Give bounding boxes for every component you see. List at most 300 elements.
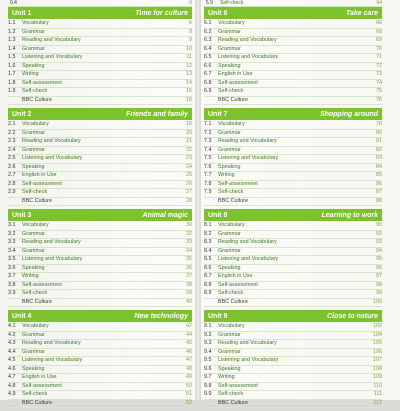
- contents-entry[interactable]: [204, 239, 382, 248]
- entry-number: 3.3: [8, 239, 16, 245]
- entry-number: 4.6: [8, 365, 16, 372]
- entry-number: 8.7: [204, 273, 212, 279]
- entry-number: 3.5: [8, 256, 16, 262]
- entry-label: Grammar: [218, 45, 241, 52]
- unit-section: [204, 209, 382, 307]
- entry-page: 100: [373, 298, 382, 305]
- entry-label: English in Use: [218, 71, 253, 77]
- left-units: [8, 7, 192, 408]
- unit-number: Unit 2: [12, 110, 32, 118]
- contents-entry[interactable]: [204, 198, 382, 207]
- entry-label: Self-check: [22, 290, 48, 296]
- contents-entry[interactable]: [8, 164, 192, 173]
- entry-page: 37: [186, 273, 192, 279]
- unit-section: [8, 310, 192, 408]
- entry-page: 10: [186, 45, 192, 52]
- unit-title: Close to nature: [327, 312, 378, 320]
- entry-number: 2.5: [8, 155, 16, 161]
- unit-section: [8, 209, 192, 307]
- entry-number: 3.4: [8, 247, 16, 254]
- entry-number: 0.4: [10, 0, 17, 6]
- entry-number: [8, 400, 22, 408]
- entry-page: 97: [376, 273, 382, 279]
- entry-label: Speaking: [218, 163, 241, 170]
- entry-label: Vocabulary: [218, 323, 245, 329]
- contents-entry[interactable]: [204, 97, 382, 106]
- contents-entry[interactable]: [8, 323, 192, 332]
- entry-page: 73: [376, 71, 382, 77]
- entry-number: 3.9: [8, 290, 16, 296]
- contents-entry[interactable]: [204, 222, 382, 231]
- contents-entry[interactable]: [204, 340, 382, 349]
- entry-page: 111: [373, 391, 382, 397]
- entry-label: Reading and Vocabulary: [22, 37, 81, 43]
- contents-entry[interactable]: [8, 46, 192, 55]
- entry-number: 7.4: [204, 146, 212, 153]
- contents-entry[interactable]: [204, 273, 382, 282]
- contents-entry[interactable]: [204, 164, 382, 173]
- contents-entry[interactable]: [204, 121, 382, 130]
- unit-header: [8, 7, 192, 19]
- entry-number: 7.7: [204, 172, 212, 178]
- entry-page: 14: [186, 79, 192, 86]
- left-top-stub: [8, 0, 192, 7]
- contents-entry[interactable]: [8, 391, 192, 400]
- contents-entry[interactable]: [204, 323, 382, 332]
- unit-header: [204, 310, 382, 322]
- entry-page: 20: [186, 129, 192, 136]
- entry-page: 80: [376, 129, 382, 136]
- entry-label: Grammar: [22, 129, 45, 136]
- contents-entry[interactable]: [204, 155, 382, 164]
- entry-label: Speaking: [218, 264, 241, 271]
- entry-number: 9.7: [204, 374, 212, 380]
- entry-number: 2.9: [8, 189, 16, 195]
- entry-number: 6.6: [204, 62, 212, 69]
- contents-entry[interactable]: [204, 265, 382, 274]
- entry-label: Grammar: [218, 348, 241, 355]
- entry-label: Self-check: [218, 290, 244, 296]
- entry-number: 1.1: [8, 20, 16, 26]
- entry-number: 4.8: [8, 382, 16, 389]
- entry-number: 8.6: [204, 264, 212, 271]
- unit-section: [204, 310, 382, 408]
- unit-entries: [8, 120, 192, 206]
- contents-entry[interactable]: [204, 248, 382, 257]
- entry-number: 9.4: [204, 348, 212, 355]
- entry-page: 47: [186, 357, 192, 363]
- unit-number: Unit 7: [208, 110, 228, 118]
- entry-label: [24, 0, 178, 6]
- entry-page: 46: [186, 348, 192, 355]
- entry-page: 71: [376, 54, 382, 60]
- entry-number: 9.1: [204, 323, 212, 329]
- contents-entry[interactable]: [8, 138, 192, 147]
- entry-page: 87: [376, 189, 382, 195]
- contents-entry[interactable]: [204, 299, 382, 308]
- contents-entry[interactable]: [204, 37, 382, 46]
- entry-number: 8.5: [204, 256, 212, 262]
- entry-number: 6.2: [204, 28, 212, 35]
- contents-entry[interactable]: [8, 20, 192, 29]
- entry-page: 35: [186, 256, 192, 262]
- entry-page: 0: [189, 0, 192, 6]
- contents-entry[interactable]: [204, 290, 382, 299]
- entry-number: [204, 97, 218, 105]
- entry-number: 3.8: [8, 281, 16, 288]
- entry-label: Self-assessment: [218, 382, 258, 389]
- contents-entry[interactable]: [204, 20, 382, 29]
- unit-section: [204, 108, 382, 206]
- unit-entries: [204, 120, 382, 206]
- contents-entry[interactable]: [204, 46, 382, 55]
- entry-page: 109: [373, 374, 382, 380]
- entry-number: 2.7: [8, 172, 16, 178]
- contents-entry[interactable]: [204, 189, 382, 198]
- entry-page: 105: [373, 340, 382, 346]
- entry-number: 4.9: [8, 391, 16, 397]
- entry-number: 1.4: [8, 45, 16, 52]
- entry-number: 7.3: [204, 138, 212, 144]
- entry-label: Grammar: [22, 146, 45, 153]
- contents-entry[interactable]: [204, 71, 382, 80]
- entry-page: 78: [376, 121, 382, 127]
- entry-page: 45: [186, 340, 192, 346]
- contents-entry[interactable]: [204, 400, 382, 409]
- entry-label: Vocabulary: [218, 222, 245, 228]
- entry-number: 4.5: [8, 357, 16, 363]
- entry-page: 44: [186, 331, 192, 338]
- contents-entry[interactable]: [8, 147, 192, 156]
- contents-entry[interactable]: [204, 80, 382, 89]
- contents-entry[interactable]: [8, 29, 192, 38]
- entry-number: 1.3: [8, 37, 16, 43]
- entry-label: Reading and Vocabulary: [22, 138, 81, 144]
- right-top-stub: [204, 0, 382, 7]
- contents-entry[interactable]: [8, 400, 192, 409]
- unit-entries: [8, 221, 192, 307]
- entry-number: 8.4: [204, 247, 212, 254]
- entry-page: 92: [376, 230, 382, 237]
- entry-page: 26: [186, 180, 192, 187]
- contents-entry[interactable]: [8, 37, 192, 46]
- entry-page: 112: [373, 399, 382, 406]
- contents-entry[interactable]: [8, 80, 192, 89]
- unit-section: [8, 108, 192, 206]
- unit-section: [8, 7, 192, 105]
- contents-entry[interactable]: [204, 357, 382, 366]
- entry-label: Speaking: [22, 163, 45, 170]
- contents-entry[interactable]: [8, 265, 192, 274]
- entry-page: 95: [376, 256, 382, 262]
- entry-label: Grammar: [218, 331, 241, 338]
- entry-number: [8, 299, 22, 307]
- entry-label: Reading and Vocabulary: [218, 340, 277, 346]
- entry-number: 1.6: [8, 62, 16, 69]
- unit-header: [8, 310, 192, 322]
- entry-number: 9.2: [204, 331, 212, 338]
- entry-page: 12: [186, 62, 192, 69]
- entry-label: English in Use: [218, 273, 253, 279]
- entry-number: 7.9: [204, 189, 212, 195]
- contents-entry[interactable]: [8, 340, 192, 349]
- entry-label: Self-check: [22, 189, 48, 195]
- unit-number: Unit 9: [208, 312, 228, 320]
- entry-number: [8, 97, 22, 105]
- unit-title: Time for culture: [135, 9, 188, 17]
- entry-label: Speaking: [218, 365, 241, 372]
- entry-label: Self-check: [22, 391, 48, 397]
- entry-page: 93: [376, 239, 382, 245]
- entry-page: 49: [186, 374, 192, 380]
- unit-title: Take care: [345, 9, 378, 17]
- entry-label: Grammar: [218, 129, 241, 136]
- contents-entry[interactable]: [204, 63, 382, 72]
- entry-page: 88: [376, 197, 382, 204]
- contents-entry[interactable]: [8, 189, 192, 198]
- entry-page: 96: [376, 264, 382, 271]
- entry-number: 3.1: [8, 222, 16, 228]
- entry-number: 6.9: [204, 88, 212, 94]
- entry-label: Vocabulary: [22, 222, 49, 228]
- entry-number: 6.5: [204, 54, 212, 60]
- entry-number: 2.2: [8, 129, 16, 136]
- entry-number: 2.1: [8, 121, 16, 127]
- entry-page: 27: [186, 189, 192, 195]
- entry-number: 4.3: [8, 340, 16, 346]
- contents-entry[interactable]: [204, 29, 382, 38]
- entry-page: 99: [376, 290, 382, 296]
- entry-label: Writing: [218, 172, 235, 178]
- contents-entry[interactable]: [8, 222, 192, 231]
- entry-label: Reading and Vocabulary: [218, 138, 277, 144]
- entry-number: 4.4: [8, 348, 16, 355]
- contents-entry[interactable]: [8, 130, 192, 139]
- entry-label: Writing: [22, 71, 39, 77]
- entry-page: 74: [376, 79, 382, 86]
- contents-entry[interactable]: [8, 54, 192, 63]
- entry-number: 6.3: [204, 37, 212, 43]
- entry-label: BBC Culture: [22, 96, 52, 103]
- entry-page: 22: [186, 146, 192, 153]
- contents-entry[interactable]: [8, 198, 192, 207]
- entry-page: 82: [376, 146, 382, 153]
- entry-page: 83: [376, 155, 382, 161]
- entry-label: BBC Culture: [218, 298, 248, 305]
- contents-entry[interactable]: [8, 366, 192, 375]
- entry-page: 106: [373, 348, 382, 355]
- contents-entry[interactable]: [8, 349, 192, 358]
- entry-label: BBC Culture: [22, 298, 52, 305]
- entry-label: Vocabulary: [22, 20, 49, 26]
- entry-label: Self-assessment: [218, 281, 258, 288]
- entry-number: 2.4: [8, 146, 16, 153]
- entry-label: Grammar: [22, 348, 45, 355]
- unit-number: Unit 8: [208, 211, 228, 219]
- entry-label: Grammar: [22, 45, 45, 52]
- entry-number: [204, 299, 218, 307]
- entry-label: Self-assessment: [218, 79, 258, 86]
- entry-label: Speaking: [22, 365, 45, 372]
- unit-title: Shopping around: [320, 110, 378, 118]
- contents-entry[interactable]: [8, 172, 192, 181]
- contents-entry[interactable]: [8, 181, 192, 190]
- entry-page: 15: [186, 88, 192, 94]
- entry-page: 30: [186, 222, 192, 228]
- entry-number: 4.2: [8, 331, 16, 338]
- entry-number: 8.1: [204, 222, 212, 228]
- contents-entry[interactable]: [204, 282, 382, 291]
- entry-number: 9.6: [204, 365, 212, 372]
- contents-entry[interactable]: [8, 357, 192, 366]
- entry-label: Listening and Vocabulary: [22, 256, 83, 262]
- entry-label: Grammar: [218, 230, 241, 237]
- entry-number: 1.2: [8, 28, 16, 35]
- unit-number: Unit 3: [12, 211, 32, 219]
- entry-page: 9: [189, 37, 192, 43]
- unit-entries: [204, 19, 382, 105]
- entry-page: 6: [189, 20, 192, 26]
- contents-entry[interactable]: [8, 239, 192, 248]
- entry-page: 33: [186, 239, 192, 245]
- entry-page: 64: [376, 0, 382, 6]
- entry-page: 21: [186, 138, 192, 144]
- entry-number: 2.6: [8, 163, 16, 170]
- entry-page: 94: [376, 247, 382, 254]
- contents-entry[interactable]: [8, 97, 192, 106]
- contents-entry[interactable]: [8, 88, 192, 97]
- entry-label: Grammar: [22, 331, 45, 338]
- entry-label: Listening and Vocabulary: [218, 54, 279, 60]
- entry-page: 86: [376, 180, 382, 187]
- entry-number: 1.5: [8, 54, 16, 60]
- entry-number: 8.8: [204, 281, 212, 288]
- entry-page: 51: [186, 391, 192, 397]
- entry-page: 32: [186, 230, 192, 237]
- unit-title: New technology: [134, 312, 188, 320]
- entry-page: 85: [376, 172, 382, 178]
- unit-number: Unit 4: [12, 312, 32, 320]
- entry-number: [204, 400, 218, 408]
- contents-entry[interactable]: [204, 383, 382, 392]
- entry-label: Vocabulary: [22, 323, 49, 329]
- contents-entry[interactable]: [8, 63, 192, 72]
- contents-entry[interactable]: [204, 374, 382, 383]
- contents-entry[interactable]: [204, 231, 382, 240]
- contents-entry[interactable]: [8, 290, 192, 299]
- entry-label: Self-check: [218, 189, 244, 195]
- entry-label: Reading and Vocabulary: [22, 239, 81, 245]
- entry-page: 66: [376, 20, 382, 26]
- contents-entry[interactable]: [204, 138, 382, 147]
- unit-entries: [8, 322, 192, 408]
- contents-entry[interactable]: [8, 374, 192, 383]
- entry-label: Speaking: [22, 62, 45, 69]
- contents-entry[interactable]: [204, 366, 382, 375]
- entry-label: Self-assessment: [22, 382, 62, 389]
- entry-number: 4.1: [8, 323, 16, 329]
- entry-number: 8.9: [204, 290, 212, 296]
- entry-label: Self-check: [218, 391, 244, 397]
- entry-number: 7.2: [204, 129, 212, 136]
- unit-header: [204, 209, 382, 221]
- entry-label: Reading and Vocabulary: [218, 239, 277, 245]
- contents-entry[interactable]: [8, 121, 192, 130]
- entry-label: Listening and Vocabulary: [22, 54, 83, 60]
- entry-page: 28: [186, 197, 192, 204]
- entry-number: 7.6: [204, 163, 212, 170]
- entry-label: Vocabulary: [218, 20, 245, 26]
- entry-label: Vocabulary: [22, 121, 49, 127]
- entry-number: 7.8: [204, 180, 212, 187]
- contents-entry[interactable]: [204, 88, 382, 97]
- entry-page: 8: [189, 28, 192, 35]
- entry-label: Grammar: [218, 28, 241, 35]
- contents-entry[interactable]: [204, 256, 382, 265]
- entry-label: Listening and Vocabulary: [218, 155, 279, 161]
- entry-number: 3.2: [8, 230, 16, 237]
- contents-entry[interactable]: [204, 130, 382, 139]
- unit-header: [8, 108, 192, 120]
- contents-entry[interactable]: [204, 332, 382, 341]
- entry-label: Speaking: [218, 62, 241, 69]
- entry-page: 108: [373, 365, 382, 372]
- contents-entry[interactable]: [8, 231, 192, 240]
- entry-page: 70: [376, 45, 382, 52]
- entry-label: Grammar: [218, 247, 241, 254]
- entry-page: 42: [186, 323, 192, 329]
- entry-label: Self-check: [218, 88, 244, 94]
- entry-label: Writing: [22, 273, 39, 279]
- entry-page: 11: [186, 54, 192, 60]
- entry-page: 84: [376, 163, 382, 170]
- entry-number: 9.5: [204, 357, 212, 363]
- entry-number: 8.3: [204, 239, 212, 245]
- contents-entry[interactable]: [8, 248, 192, 257]
- entry-label: Self-check: [22, 88, 48, 94]
- entry-page: 24: [186, 163, 192, 170]
- entry-label: BBC Culture: [22, 197, 52, 204]
- entry-label: Grammar: [218, 146, 241, 153]
- contents-entry[interactable]: [204, 54, 382, 63]
- entry-number: 1.9: [8, 88, 16, 94]
- entry-label: Self-check: [220, 0, 244, 6]
- contents-entry[interactable]: [8, 256, 192, 265]
- entry-page: 107: [373, 357, 382, 363]
- entry-number: 9.9: [204, 391, 212, 397]
- entry-page: 110: [373, 382, 382, 389]
- contents-entry[interactable]: [8, 332, 192, 341]
- unit-number: Unit 6: [208, 9, 228, 17]
- contents-entry[interactable]: [8, 299, 192, 308]
- contents-entry[interactable]: [204, 147, 382, 156]
- contents-entry[interactable]: [8, 383, 192, 392]
- contents-entry[interactable]: [8, 282, 192, 291]
- contents-entry[interactable]: [204, 391, 382, 400]
- contents-entry[interactable]: [204, 349, 382, 358]
- contents-entry[interactable]: [8, 71, 192, 80]
- entry-number: 3.6: [8, 264, 16, 271]
- entry-label: Listening and Vocabulary: [22, 357, 83, 363]
- entry-label: Grammar: [22, 230, 45, 237]
- unit-title: Animal magic: [142, 211, 188, 219]
- entry-page: 75: [376, 88, 382, 94]
- contents-entry[interactable]: [204, 181, 382, 190]
- contents-entry[interactable]: [8, 273, 192, 282]
- entry-page: 39: [186, 290, 192, 296]
- contents-entry[interactable]: [8, 155, 192, 164]
- contents-entry[interactable]: [204, 172, 382, 181]
